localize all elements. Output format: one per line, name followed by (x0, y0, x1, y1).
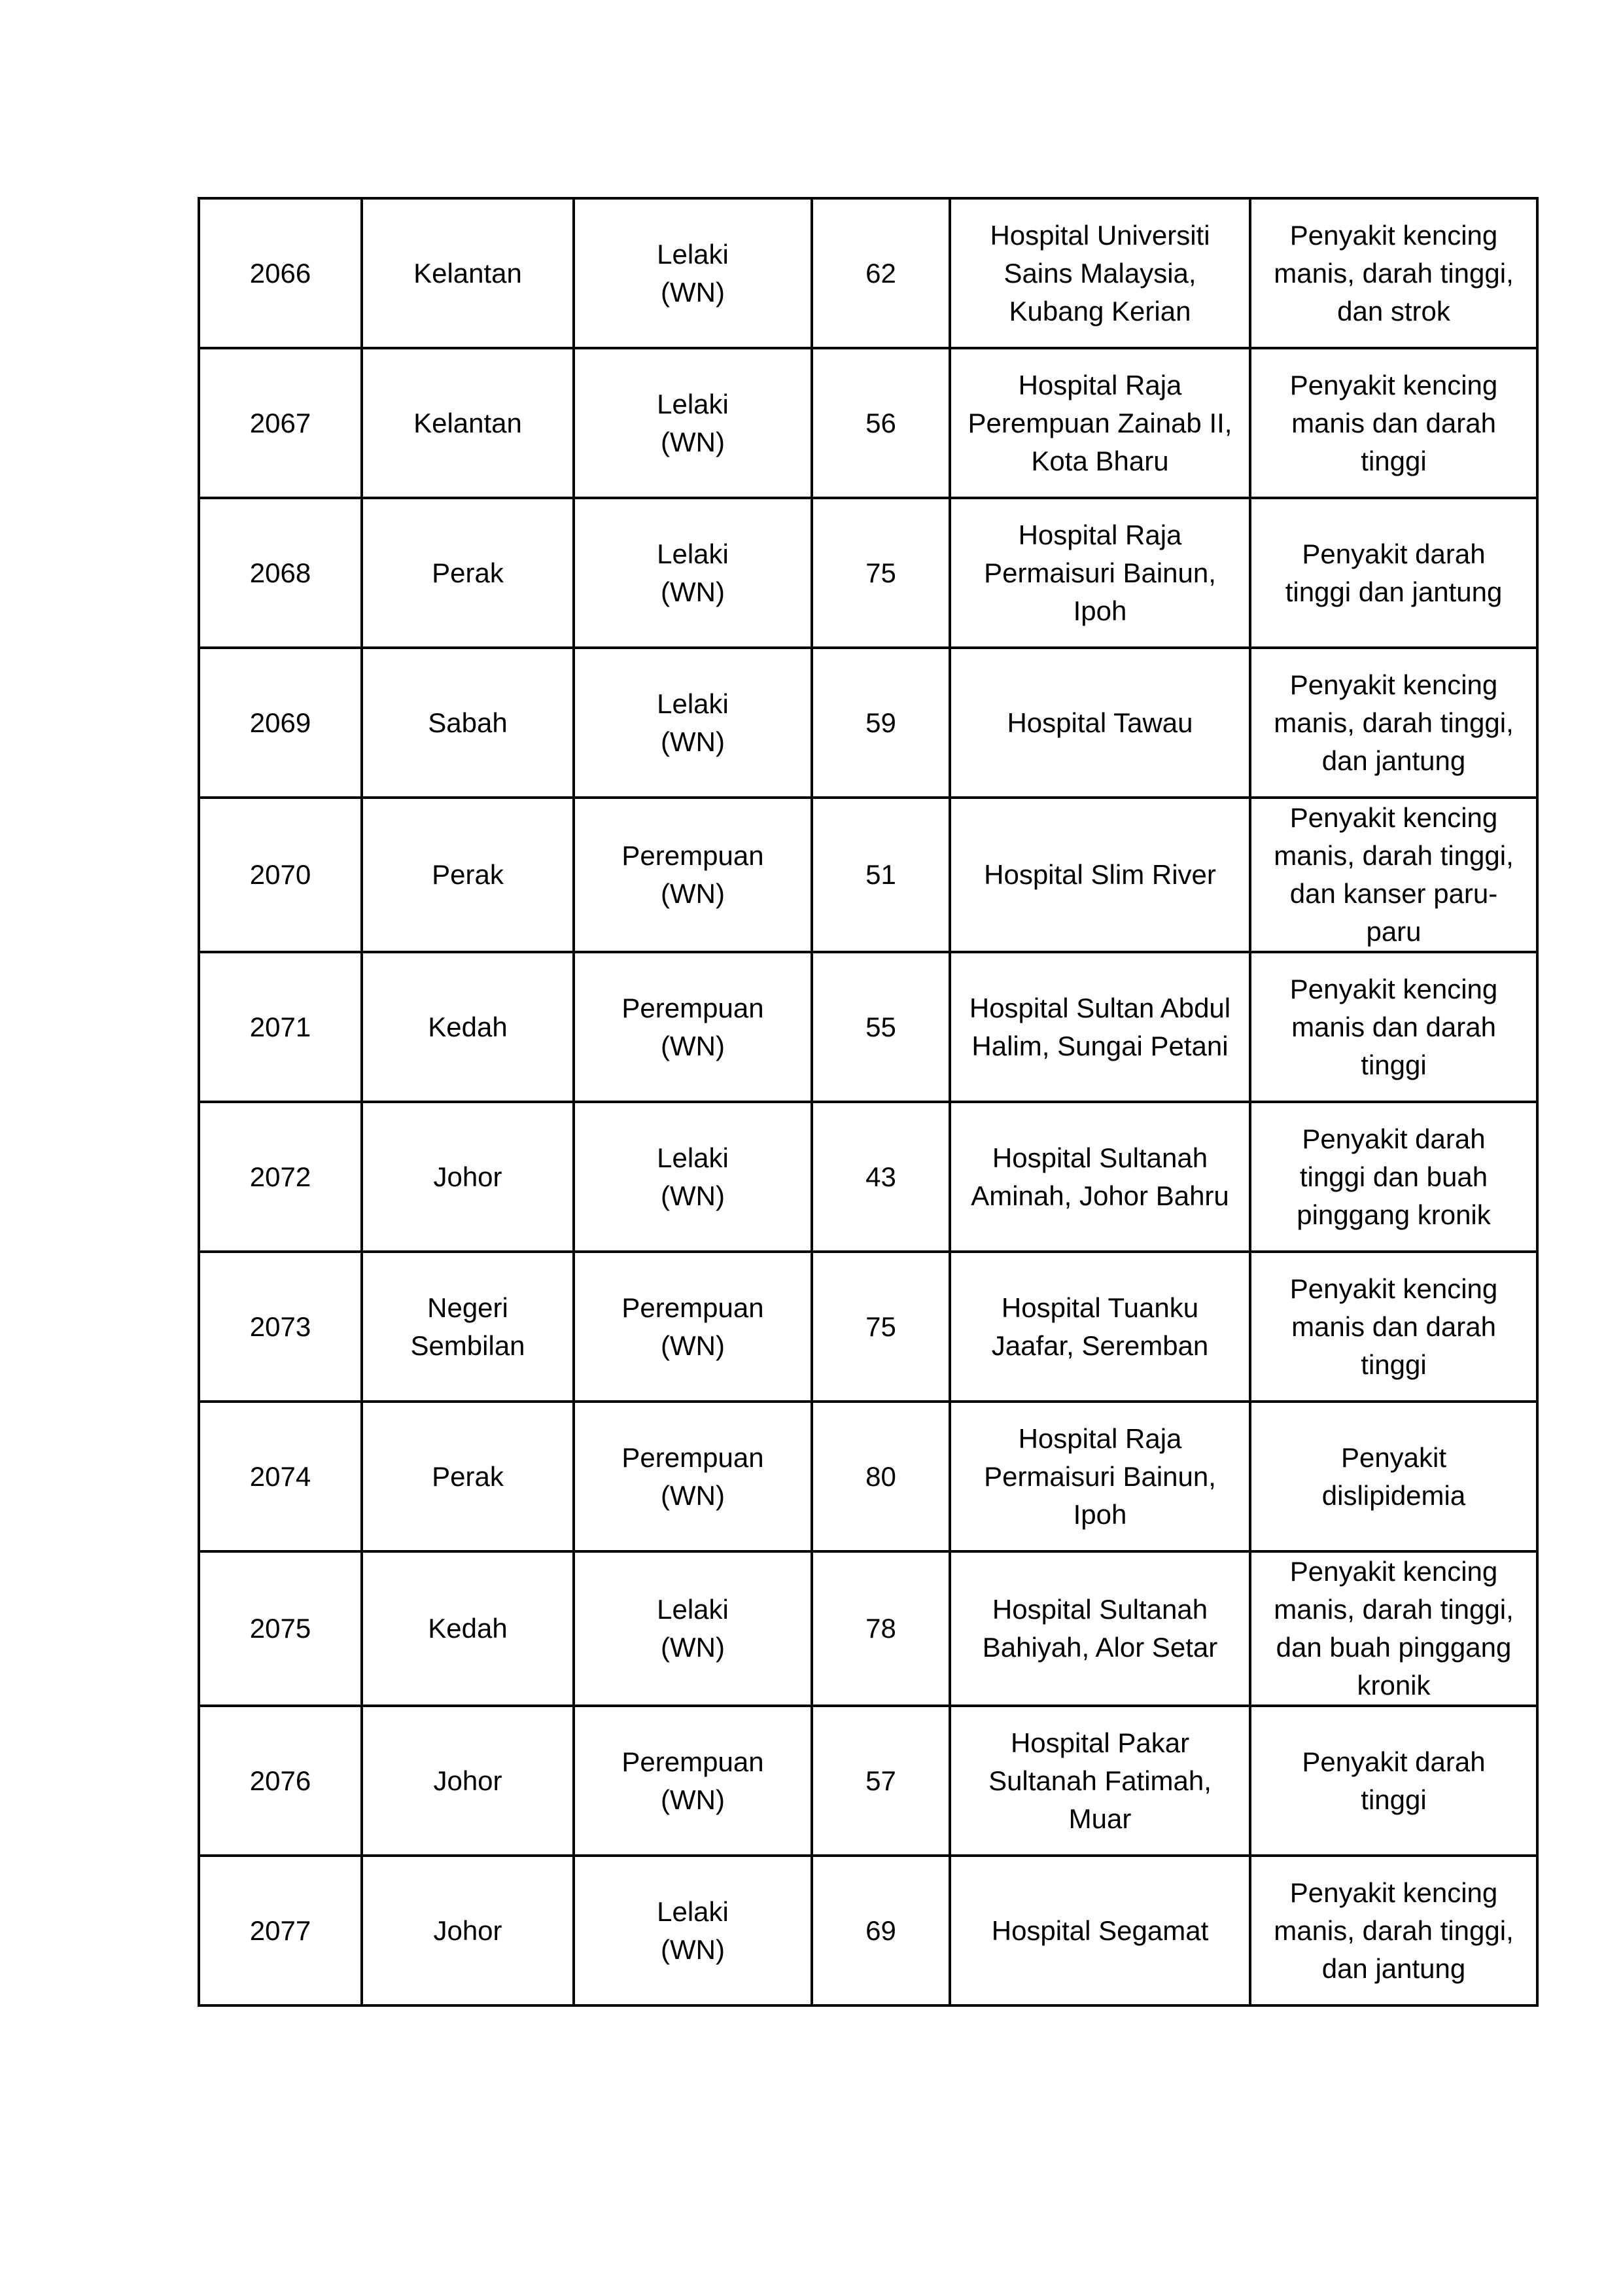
gender-cell: Lelaki (WN) (574, 1102, 812, 1252)
conditions-cell: Penyakit kencing manis dan darah tinggi (1250, 1252, 1537, 1402)
hospital-cell: Hospital Sultan Abdul Halim, Sungai Petani (950, 952, 1250, 1102)
gender-cell: Perempuan (WN) (574, 1402, 812, 1551)
state-cell: Perak (362, 498, 574, 648)
age-cell: 75 (812, 498, 950, 648)
case-number-cell: 2076 (199, 1706, 362, 1856)
age-cell: 43 (812, 1102, 950, 1252)
conditions-cell: Penyakit kencing manis dan darah tinggi (1250, 348, 1537, 498)
gender-cell: Lelaki (WN) (574, 1551, 812, 1706)
conditions-cell: Penyakit dislipidemia (1250, 1402, 1537, 1551)
conditions-cell: Penyakit kencing manis, darah tinggi, dan jantung (1250, 648, 1537, 798)
case-number-cell: 2070 (199, 798, 362, 952)
age-cell: 75 (812, 1252, 950, 1402)
age-cell: 56 (812, 348, 950, 498)
gender-cell: Perempuan (WN) (574, 1252, 812, 1402)
state-cell: Kelantan (362, 348, 574, 498)
table-row (199, 1551, 1537, 1706)
table-row (199, 1706, 1537, 1856)
hospital-cell: Hospital Tawau (950, 648, 1250, 798)
table-row (199, 952, 1537, 1102)
state-cell: Johor (362, 1706, 574, 1856)
gender-cell: Perempuan (WN) (574, 1706, 812, 1856)
age-cell: 57 (812, 1706, 950, 1856)
case-number-cell: 2073 (199, 1252, 362, 1402)
age-cell: 80 (812, 1402, 950, 1551)
hospital-cell: Hospital Raja Perempuan Zainab II, Kota Bharu (950, 348, 1250, 498)
hospital-cell: Hospital Raja Permaisuri Bainun, Ipoh (950, 1402, 1250, 1551)
case-number-cell: 2075 (199, 1551, 362, 1706)
table-row (199, 648, 1537, 798)
age-cell: 78 (812, 1551, 950, 1706)
hospital-cell: Hospital Pakar Sultanah Fatimah, Muar (950, 1706, 1250, 1856)
gender-cell: Perempuan (WN) (574, 798, 812, 952)
conditions-cell: Penyakit darah tinggi dan jantung (1250, 498, 1537, 648)
conditions-cell: Penyakit kencing manis, darah tinggi, dan buah pinggang kronik (1250, 1551, 1537, 1706)
death-cases-table (198, 197, 1539, 2007)
gender-cell: Lelaki (WN) (574, 498, 812, 648)
hospital-cell: Hospital Sultanah Bahiyah, Alor Setar (950, 1551, 1250, 1706)
state-cell: Perak (362, 798, 574, 952)
conditions-cell: Penyakit darah tinggi (1250, 1706, 1537, 1856)
gender-cell: Lelaki (WN) (574, 198, 812, 348)
table-row (199, 798, 1537, 952)
hospital-cell: Hospital Raja Permaisuri Bainun, Ipoh (950, 498, 1250, 648)
table-row (199, 1252, 1537, 1402)
age-cell: 69 (812, 1856, 950, 2005)
case-number-cell: 2067 (199, 348, 362, 498)
table-row (199, 198, 1537, 348)
state-cell: Perak (362, 1402, 574, 1551)
conditions-cell: Penyakit kencing manis, darah tinggi, dan jantung (1250, 1856, 1537, 2005)
age-cell: 62 (812, 198, 950, 348)
table-row (199, 1102, 1537, 1252)
state-cell: Johor (362, 1102, 574, 1252)
gender-cell: Perempuan (WN) (574, 952, 812, 1102)
case-number-cell: 2077 (199, 1856, 362, 2005)
table-row (199, 1402, 1537, 1551)
case-number-cell: 2069 (199, 648, 362, 798)
conditions-cell: Penyakit darah tinggi dan buah pinggang kronik (1250, 1102, 1537, 1252)
table-row (199, 498, 1537, 648)
hospital-cell: Hospital Slim River (950, 798, 1250, 952)
age-cell: 59 (812, 648, 950, 798)
case-number-cell: 2072 (199, 1102, 362, 1252)
state-cell: Negeri Sembilan (362, 1252, 574, 1402)
gender-cell: Lelaki (WN) (574, 1856, 812, 2005)
case-number-cell: 2068 (199, 498, 362, 648)
age-cell: 55 (812, 952, 950, 1102)
hospital-cell: Hospital Tuanku Jaafar, Seremban (950, 1252, 1250, 1402)
state-cell: Sabah (362, 648, 574, 798)
table-body (199, 198, 1537, 2005)
state-cell: Kedah (362, 952, 574, 1102)
gender-cell: Lelaki (WN) (574, 648, 812, 798)
case-number-cell: 2071 (199, 952, 362, 1102)
hospital-cell: Hospital Universiti Sains Malaysia, Kubang Kerian (950, 198, 1250, 348)
hospital-cell: Hospital Sultanah Aminah, Johor Bahru (950, 1102, 1250, 1252)
conditions-cell: Penyakit kencing manis dan darah tinggi (1250, 952, 1537, 1102)
conditions-cell: Penyakit kencing manis, darah tinggi, dan kanser paru- paru (1250, 798, 1537, 952)
state-cell: Kedah (362, 1551, 574, 1706)
state-cell: Kelantan (362, 198, 574, 348)
state-cell: Johor (362, 1856, 574, 2005)
gender-cell: Lelaki (WN) (574, 348, 812, 498)
case-number-cell: 2066 (199, 198, 362, 348)
case-number-cell: 2074 (199, 1402, 362, 1551)
table-row (199, 348, 1537, 498)
age-cell: 51 (812, 798, 950, 952)
table-row (199, 1856, 1537, 2005)
conditions-cell: Penyakit kencing manis, darah tinggi, dan strok (1250, 198, 1537, 348)
hospital-cell: Hospital Segamat (950, 1856, 1250, 2005)
